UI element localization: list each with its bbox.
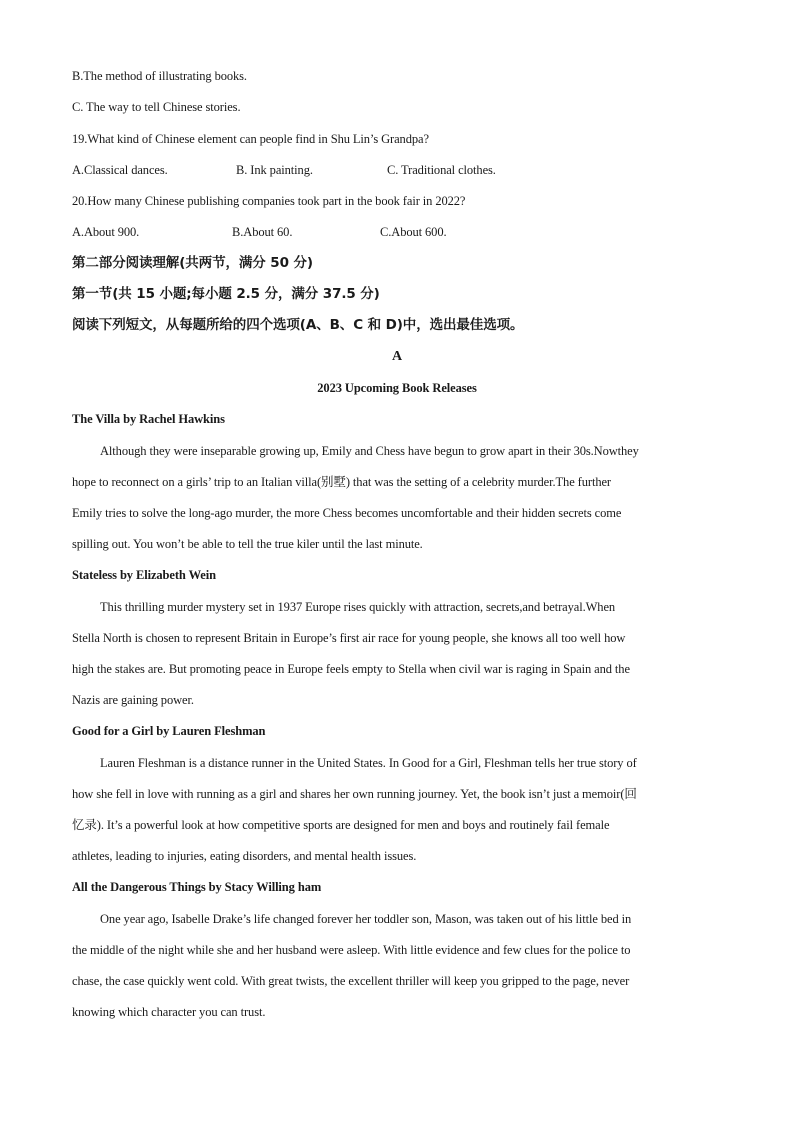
book-text-line: hope to reconnect on a girls’ trip to an Italian villa(别墅) that was the setting of a celebrity murder.The further — [72, 475, 611, 489]
book-text-line: spilling out. You won’t be able to tell the true kiler until the last minute. — [72, 537, 423, 551]
book-heading: Stateless by Elizabeth Wein — [72, 568, 216, 582]
book-heading: Good for a Girl by Lauren Fleshman — [72, 724, 266, 738]
book-text-line: Lauren Fleshman is a distance runner in the United States. In Good for a Girl, Fleshman tells her true story of — [100, 756, 637, 770]
book-text-line: 忆录). It’s a powerful look at how competitive sports are designed for men and boys and routinely fail female — [72, 818, 610, 832]
q20-option-c: C.About 600. — [380, 225, 447, 239]
book-text-line: athletes, leading to injuries, eating disorders, and mental health issues. — [72, 849, 417, 863]
q20-question: 20.How many Chinese publishing companies took part in the book fair in 2022? — [72, 194, 466, 208]
book-heading: The Villa by Rachel Hawkins — [72, 412, 225, 426]
book-text-line: This thrilling murder mystery set in 1937 Europe rises quickly with attraction, secrets,and betrayal.When — [100, 600, 616, 614]
part2-title: 第二部分阅读理解(共两节，满分 50 分) — [72, 255, 313, 271]
book-text-line: high the stakes are. But promoting peace in Europe feels empty to Stella when civil war is raging in Spain and the — [72, 662, 630, 676]
passage-letter: A — [391, 349, 402, 364]
book-text-line: Stella North is chosen to represent Britain in Europe’s first air race for young people, she knows all too well how — [72, 631, 626, 645]
book-text-line: how she fell in love with running as a girl and shares her own running journey. Yet, the book isn’t just a memoir(回 — [72, 787, 637, 801]
book-text-line: the middle of the night while she and her husband were asleep. With little evidence and few clues for the police to — [72, 943, 631, 957]
book-heading: All the Dangerous Things by Stacy Willing ham — [72, 880, 322, 894]
book-text-line: Nazis are gaining power. — [72, 693, 194, 707]
book-text-line: One year ago, Isabelle Drake’s life changed forever her toddler son, Mason, was taken out of his little bed in — [100, 912, 632, 926]
section1-title: 第一节(共 15 小题;每小题 2.5 分，满分 37.5 分) — [72, 286, 380, 302]
q19-option-b: B. Ink painting. — [236, 163, 313, 177]
passage-title: 2023 Upcoming Book Releases — [317, 381, 477, 395]
q19-question: 19.What kind of Chinese element can people find in Shu Lin’s Grandpa? — [72, 132, 429, 146]
book-text-line: chase, the case quickly went cold. With great twists, the excellent thriller will keep you gripped to the page, never — [72, 974, 630, 988]
q18-option-c: C. The way to tell Chinese stories. — [72, 100, 241, 114]
q19-option-a: A.Classical dances. — [72, 163, 168, 177]
q20-option-a: A.About 900. — [72, 225, 140, 239]
book-text-line: Although they were inseparable growing up, Emily and Chess have begun to grow apart in their 30s.Nowthey — [100, 444, 639, 458]
q20-option-b: B.About 60. — [232, 225, 293, 239]
book-text-line: knowing which character you can trust. — [72, 1005, 266, 1019]
book-text-line: Emily tries to solve the long-ago murder, the more Chess becomes uncomfortable and their hidden secrets come — [72, 506, 622, 520]
instruction-text: 阅读下列短文，从每题所给的四个选项(A、B、C 和 D)中，选出最佳选项。 — [72, 317, 524, 333]
q18-option-b: B.The method of illustrating books. — [72, 69, 247, 83]
q19-option-c: C. Traditional clothes. — [387, 163, 496, 177]
